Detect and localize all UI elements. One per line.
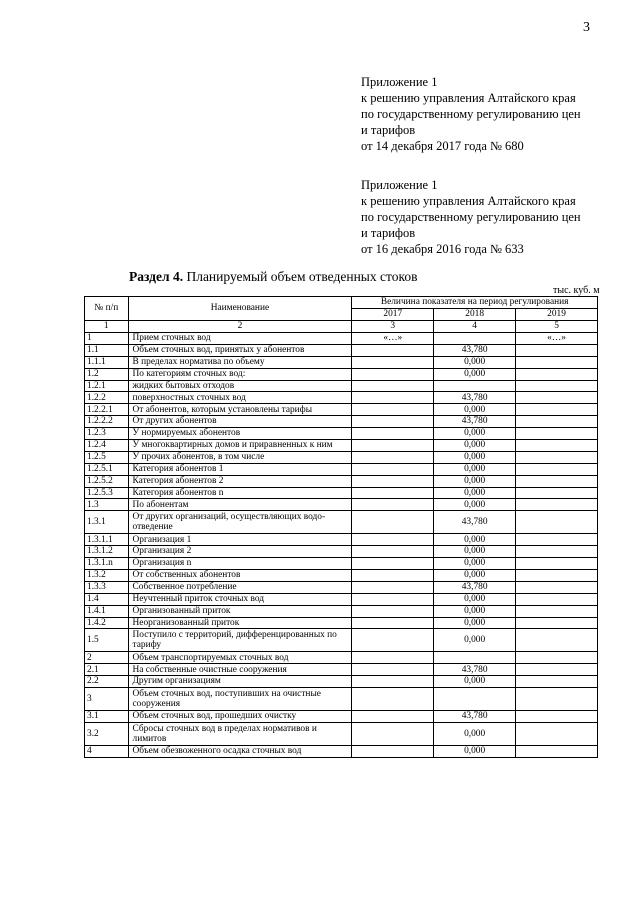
value-2017-cell bbox=[352, 534, 434, 546]
column-index: 1 bbox=[85, 321, 129, 333]
value-2017-cell bbox=[352, 581, 434, 593]
appendix-current bbox=[361, 74, 581, 154]
value-2017-cell bbox=[352, 688, 434, 711]
value-2017-cell bbox=[352, 463, 434, 475]
row-number-cell: 1.3.3 bbox=[85, 581, 129, 593]
row-number-cell: 1.3.2 bbox=[85, 570, 129, 582]
value-2017-cell bbox=[352, 368, 434, 380]
value-2018-cell bbox=[434, 688, 516, 711]
value-2017-cell bbox=[352, 499, 434, 511]
row-name-cell: Объем сточных вод, прошедших очистку bbox=[128, 711, 352, 723]
value-2019-cell bbox=[516, 499, 598, 511]
page-number: 3 bbox=[583, 20, 590, 35]
row-number-cell: 1.5 bbox=[85, 629, 129, 652]
value-2018-cell: 43,780 bbox=[434, 344, 516, 356]
value-2018-cell: 0,000 bbox=[434, 487, 516, 499]
value-2017-cell bbox=[352, 356, 434, 368]
table-row bbox=[85, 581, 598, 593]
value-2019-cell bbox=[516, 688, 598, 711]
value-2018-cell: 0,000 bbox=[434, 356, 516, 368]
table-row bbox=[85, 428, 598, 440]
value-2017-cell bbox=[352, 511, 434, 534]
table-row bbox=[85, 392, 598, 404]
table-row bbox=[85, 380, 598, 392]
value-2019-cell bbox=[516, 723, 598, 746]
row-number-cell: 1.2.1 bbox=[85, 380, 129, 392]
row-number-cell: 1 bbox=[85, 333, 129, 345]
value-2017-cell bbox=[352, 570, 434, 582]
appendix-line: Приложение 1 bbox=[361, 75, 438, 89]
value-2018-cell bbox=[434, 380, 516, 392]
value-2018-cell bbox=[434, 333, 516, 345]
row-name-cell: Неорганизованный приток bbox=[128, 617, 352, 629]
row-number-cell: 1.2.5 bbox=[85, 451, 129, 463]
table-row bbox=[85, 746, 598, 758]
row-name-cell: На собственные очистные сооружения bbox=[128, 664, 352, 676]
row-number-cell: 1.3.1.n bbox=[85, 558, 129, 570]
table-row bbox=[85, 546, 598, 558]
table-body bbox=[85, 333, 598, 758]
row-name-cell: По абонентам bbox=[128, 499, 352, 511]
value-2019-cell bbox=[516, 605, 598, 617]
value-2019-cell bbox=[516, 676, 598, 688]
value-2017-cell bbox=[352, 380, 434, 392]
table-row bbox=[85, 676, 598, 688]
appendix-line: от 16 декабря 2016 года № 633 bbox=[361, 242, 524, 256]
value-2017-cell bbox=[352, 475, 434, 487]
header-name: Наименование bbox=[128, 297, 352, 321]
value-2019-cell bbox=[516, 664, 598, 676]
volume-table-container bbox=[84, 296, 598, 758]
value-2019-cell bbox=[516, 534, 598, 546]
appendix-line: к решению управления Алтайского края bbox=[361, 91, 576, 105]
section-label: Раздел 4. bbox=[129, 269, 184, 284]
value-2019-cell bbox=[516, 711, 598, 723]
table-row bbox=[85, 487, 598, 499]
value-2018-cell: 0,000 bbox=[434, 440, 516, 452]
table-row bbox=[85, 534, 598, 546]
header-year-2017: 2017 bbox=[352, 309, 434, 321]
table-row bbox=[85, 629, 598, 652]
table-row bbox=[85, 404, 598, 416]
header-year-2018: 2018 bbox=[434, 309, 516, 321]
value-2017-cell bbox=[352, 416, 434, 428]
appendix-line: по государственному регулированию цен bbox=[361, 107, 581, 121]
table-row bbox=[85, 558, 598, 570]
value-2019-cell bbox=[516, 546, 598, 558]
row-name-cell: Другим организациям bbox=[128, 676, 352, 688]
row-number-cell: 3.2 bbox=[85, 723, 129, 746]
value-2018-cell: 0,000 bbox=[434, 546, 516, 558]
table-row bbox=[85, 499, 598, 511]
row-name-cell: Объем обезвоженного осадка сточных вод bbox=[128, 746, 352, 758]
volume-table bbox=[84, 296, 598, 758]
value-2019-cell bbox=[516, 440, 598, 452]
value-2017-cell bbox=[352, 428, 434, 440]
row-number-cell: 3.1 bbox=[85, 711, 129, 723]
value-2019-cell bbox=[516, 746, 598, 758]
value-2018-cell: 43,780 bbox=[434, 416, 516, 428]
value-2018-cell: 0,000 bbox=[434, 629, 516, 652]
value-2019-cell bbox=[516, 617, 598, 629]
table-row bbox=[85, 593, 598, 605]
table-row bbox=[85, 368, 598, 380]
appendix-line: и тарифов bbox=[361, 123, 416, 137]
value-2017-cell bbox=[352, 558, 434, 570]
header-year-2019: 2019 bbox=[516, 309, 598, 321]
value-2017-cell bbox=[352, 451, 434, 463]
row-number-cell: 4 bbox=[85, 746, 129, 758]
value-2018-cell: 0,000 bbox=[434, 428, 516, 440]
table-row bbox=[85, 333, 598, 345]
value-2019-cell bbox=[516, 368, 598, 380]
value-2017-cell bbox=[352, 392, 434, 404]
column-index: 3 bbox=[352, 321, 434, 333]
value-2018-cell: 43,780 bbox=[434, 711, 516, 723]
row-name-cell: Категория абонентов 2 bbox=[128, 475, 352, 487]
appendix-line: и тарифов bbox=[361, 226, 416, 240]
value-2019-cell bbox=[516, 344, 598, 356]
value-2017-cell bbox=[352, 487, 434, 499]
row-number-cell: 1.3.1.1 bbox=[85, 534, 129, 546]
header-period: Величина показателя на период регулирования bbox=[352, 297, 598, 309]
table-row bbox=[85, 711, 598, 723]
value-2019-cell bbox=[516, 380, 598, 392]
row-number-cell: 1.2 bbox=[85, 368, 129, 380]
value-2018-cell: 0,000 bbox=[434, 463, 516, 475]
table-row bbox=[85, 463, 598, 475]
column-index: 2 bbox=[128, 321, 352, 333]
value-2019-cell bbox=[516, 570, 598, 582]
value-2019-cell bbox=[516, 558, 598, 570]
row-number-cell: 1.2.5.2 bbox=[85, 475, 129, 487]
row-name-cell: Организация 2 bbox=[128, 546, 352, 558]
value-2017-cell bbox=[352, 344, 434, 356]
row-name-cell: Сбросы сточных вод в пределах нормативов и лимитов bbox=[128, 723, 352, 746]
value-2018-cell: 0,000 bbox=[434, 558, 516, 570]
value-2019-cell: «…» bbox=[516, 333, 598, 345]
row-number-cell: 1.2.2.2 bbox=[85, 416, 129, 428]
table-row bbox=[85, 475, 598, 487]
value-2017-cell bbox=[352, 746, 434, 758]
section-title-text: Планируемый объем отведенных стоков bbox=[186, 269, 418, 284]
value-2019-cell bbox=[516, 404, 598, 416]
value-2019-cell bbox=[516, 652, 598, 664]
row-name-cell: Собственное потребление bbox=[128, 581, 352, 593]
header-number: № п/п bbox=[85, 297, 129, 321]
value-2018-cell: 0,000 bbox=[434, 570, 516, 582]
value-2017-cell bbox=[352, 664, 434, 676]
row-name-cell: Организованный приток bbox=[128, 605, 352, 617]
value-2018-cell: 0,000 bbox=[434, 723, 516, 746]
appendix-previous bbox=[361, 177, 581, 257]
column-index: 4 bbox=[434, 321, 516, 333]
row-number-cell: 1.3 bbox=[85, 499, 129, 511]
row-name-cell: Поступило с территорий, дифференцированных по тарифу bbox=[128, 629, 352, 652]
row-name-cell: Категория абонентов 1 bbox=[128, 463, 352, 475]
value-2019-cell bbox=[516, 475, 598, 487]
value-2019-cell bbox=[516, 392, 598, 404]
value-2018-cell: 0,000 bbox=[434, 676, 516, 688]
value-2019-cell bbox=[516, 356, 598, 368]
value-2018-cell: 0,000 bbox=[434, 746, 516, 758]
row-name-cell: В пределах норматива по объему bbox=[128, 356, 352, 368]
row-name-cell: По категориям сточных вод: bbox=[128, 368, 352, 380]
table-row bbox=[85, 652, 598, 664]
row-name-cell: От собственных абонентов bbox=[128, 570, 352, 582]
value-2019-cell bbox=[516, 428, 598, 440]
value-2017-cell bbox=[352, 605, 434, 617]
value-2018-cell: 0,000 bbox=[434, 475, 516, 487]
value-2018-cell: 0,000 bbox=[434, 593, 516, 605]
value-2018-cell: 0,000 bbox=[434, 605, 516, 617]
row-number-cell: 1.3.1 bbox=[85, 511, 129, 534]
row-number-cell: 1.4.2 bbox=[85, 617, 129, 629]
value-2018-cell bbox=[434, 652, 516, 664]
table-row bbox=[85, 416, 598, 428]
table-row bbox=[85, 511, 598, 534]
row-name-cell: У прочих абонентов, в том числе bbox=[128, 451, 352, 463]
row-name-cell: Объем транспортируемых сточных вод bbox=[128, 652, 352, 664]
value-2018-cell: 0,000 bbox=[434, 499, 516, 511]
value-2017-cell bbox=[352, 593, 434, 605]
value-2017-cell bbox=[352, 617, 434, 629]
column-index: 5 bbox=[516, 321, 598, 333]
value-2017-cell bbox=[352, 723, 434, 746]
table-row bbox=[85, 688, 598, 711]
appendix-line: к решению управления Алтайского края bbox=[361, 194, 576, 208]
value-2017-cell bbox=[352, 546, 434, 558]
value-2017-cell bbox=[352, 629, 434, 652]
row-name-cell: жидких бытовых отходов bbox=[128, 380, 352, 392]
row-name-cell: От абонентов, которым установлены тарифы bbox=[128, 404, 352, 416]
row-name-cell: Объем сточных вод, принятых у абонентов bbox=[128, 344, 352, 356]
value-2019-cell bbox=[516, 451, 598, 463]
row-name-cell: Организация 1 bbox=[128, 534, 352, 546]
value-2019-cell bbox=[516, 487, 598, 499]
value-2017-cell: «…» bbox=[352, 333, 434, 345]
row-number-cell: 2.1 bbox=[85, 664, 129, 676]
row-number-cell: 1.1.1 bbox=[85, 356, 129, 368]
value-2019-cell bbox=[516, 463, 598, 475]
value-2019-cell bbox=[516, 511, 598, 534]
row-name-cell: У нормируемых абонентов bbox=[128, 428, 352, 440]
units-label: тыс. куб. м bbox=[553, 285, 600, 296]
table-row bbox=[85, 440, 598, 452]
value-2017-cell bbox=[352, 404, 434, 416]
row-name-cell: Прием сточных вод bbox=[128, 333, 352, 345]
value-2019-cell bbox=[516, 581, 598, 593]
row-name-cell: Неучтенный приток сточных вод bbox=[128, 593, 352, 605]
value-2017-cell bbox=[352, 440, 434, 452]
row-number-cell: 1.2.5.3 bbox=[85, 487, 129, 499]
value-2017-cell bbox=[352, 652, 434, 664]
section-title bbox=[129, 269, 417, 285]
table-row bbox=[85, 617, 598, 629]
row-number-cell: 1.4.1 bbox=[85, 605, 129, 617]
row-number-cell: 1.2.3 bbox=[85, 428, 129, 440]
value-2018-cell: 0,000 bbox=[434, 404, 516, 416]
value-2018-cell: 43,780 bbox=[434, 511, 516, 534]
row-number-cell: 2.2 bbox=[85, 676, 129, 688]
table-row bbox=[85, 723, 598, 746]
row-number-cell: 1.2.4 bbox=[85, 440, 129, 452]
value-2018-cell: 0,000 bbox=[434, 617, 516, 629]
table-row bbox=[85, 356, 598, 368]
appendix-line: по государственному регулированию цен bbox=[361, 210, 581, 224]
value-2018-cell: 0,000 bbox=[434, 368, 516, 380]
row-name-cell: У многоквартирных домов и приравненных к ним bbox=[128, 440, 352, 452]
value-2018-cell: 43,780 bbox=[434, 664, 516, 676]
row-name-cell: От других абонентов bbox=[128, 416, 352, 428]
value-2018-cell: 0,000 bbox=[434, 534, 516, 546]
row-number-cell: 1.4 bbox=[85, 593, 129, 605]
table-row bbox=[85, 570, 598, 582]
value-2019-cell bbox=[516, 593, 598, 605]
row-number-cell: 1.1 bbox=[85, 344, 129, 356]
table-row bbox=[85, 664, 598, 676]
row-number-cell: 1.2.5.1 bbox=[85, 463, 129, 475]
row-number-cell: 1.3.1.2 bbox=[85, 546, 129, 558]
value-2017-cell bbox=[352, 711, 434, 723]
row-number-cell: 2 bbox=[85, 652, 129, 664]
value-2017-cell bbox=[352, 676, 434, 688]
value-2018-cell: 43,780 bbox=[434, 581, 516, 593]
appendix-line: Приложение 1 bbox=[361, 178, 438, 192]
row-name-cell: поверхностных сточных вод bbox=[128, 392, 352, 404]
row-name-cell: Категория абонентов n bbox=[128, 487, 352, 499]
value-2019-cell bbox=[516, 416, 598, 428]
table-row bbox=[85, 344, 598, 356]
table-row bbox=[85, 605, 598, 617]
appendix-line: от 14 декабря 2017 года № 680 bbox=[361, 139, 524, 153]
table-row bbox=[85, 451, 598, 463]
row-name-cell: Организация n bbox=[128, 558, 352, 570]
row-number-cell: 1.2.2 bbox=[85, 392, 129, 404]
row-name-cell: От других организаций, осуществляющих водо-отведение bbox=[128, 511, 352, 534]
value-2019-cell bbox=[516, 629, 598, 652]
row-name-cell: Объем сточных вод, поступивших на очистные сооружения bbox=[128, 688, 352, 711]
row-number-cell: 3 bbox=[85, 688, 129, 711]
row-number-cell: 1.2.2.1 bbox=[85, 404, 129, 416]
value-2018-cell: 43,780 bbox=[434, 392, 516, 404]
value-2018-cell: 0,000 bbox=[434, 451, 516, 463]
